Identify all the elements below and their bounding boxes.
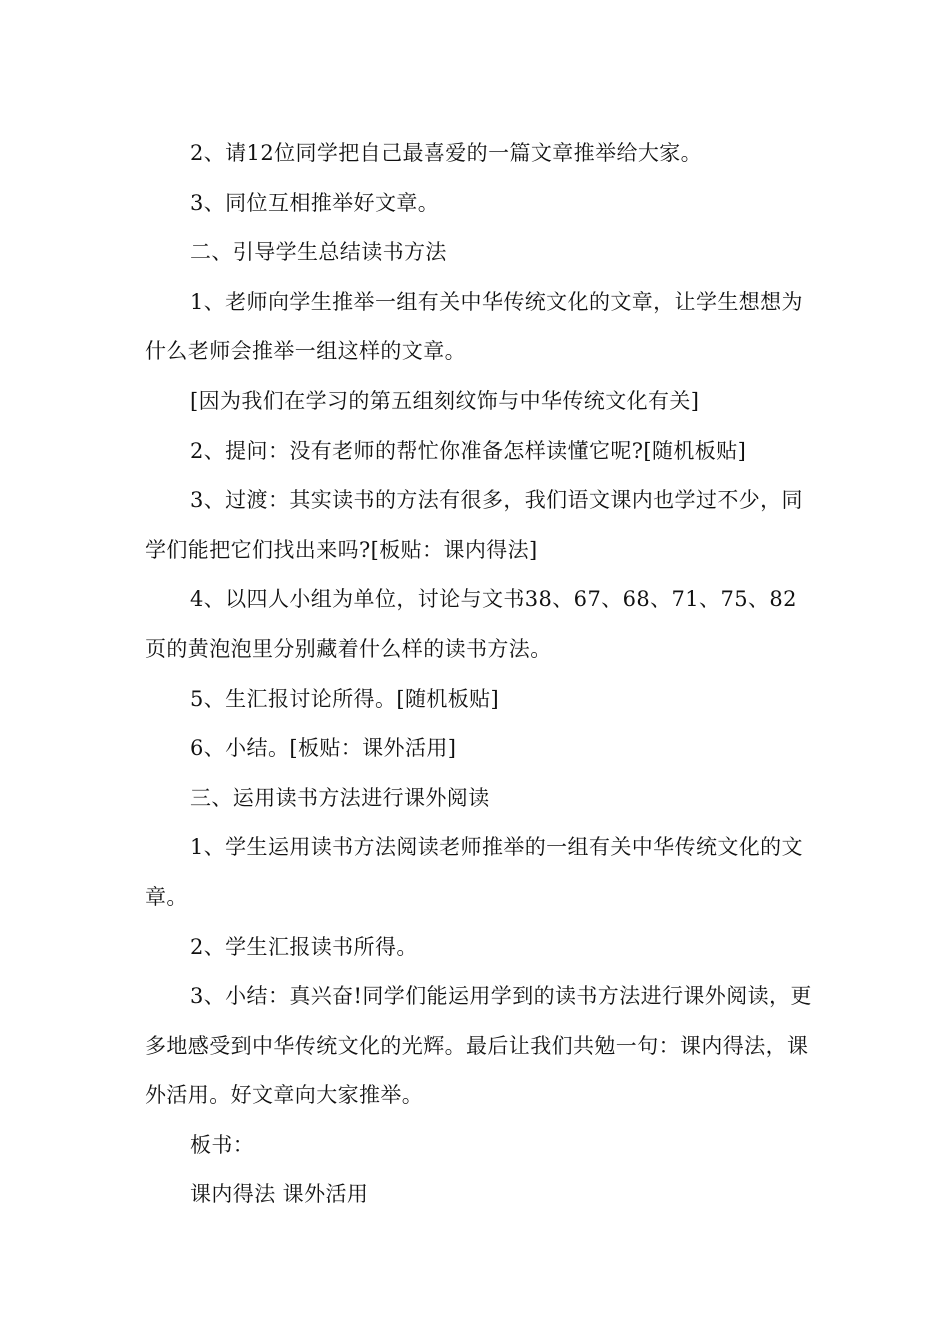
- paragraph-bracket-note: [因为我们在学习的第五组刻纹饰与中华传统文化有关]: [190, 388, 700, 413]
- paragraph-teacher-recommend: 1、老师向学生推举一组有关中华传统文化的文章，让学生想想为什么老师会推举一组这样的文章。: [145, 289, 803, 364]
- paragraph-report: 5、生汇报讨论所得。[随机板贴]: [190, 686, 500, 711]
- paragraph-apply-methods: 1、学生运用读书方法阅读老师推举的一组有关中华传统文化的文章。: [145, 835, 803, 909]
- paragraph-final-summary: 3、小结：真兴奋!同学们能运用学到的读书方法进行课外阅读，更多地感受到中华传统文化的光辉。最后让我们共勉一句：课内得法，课外活用。好文章向大家推举。: [145, 984, 812, 1108]
- document-body: [145, 129, 815, 1220]
- section-heading-reading-methods: 二、引导学生总结读书方法: [190, 240, 447, 265]
- paragraph-summary: 6、小结。[板贴：课外活用]: [190, 736, 457, 761]
- paragraph-blackboard-label: 板书：: [190, 1132, 255, 1157]
- paragraph-peer-recommend: 3、同位互相推举好文章。: [190, 190, 440, 215]
- paragraph-recommend-article: 2、请12位同学把自己最喜爱的一篇文章推举给大家。: [190, 141, 703, 165]
- paragraph-question: 2、提问：没有老师的帮忙你准备怎样读懂它呢?[随机板贴]: [190, 438, 747, 463]
- paragraph-transition: 3、过渡：其实读书的方法有很多，我们语文课内也学过不少，同学们能把它们找出来吗?[板贴：课内得法]: [145, 488, 803, 562]
- paragraph-blackboard-content: 课内得法 课外活用: [190, 1182, 369, 1207]
- section-heading-extracurricular: 三、运用读书方法进行课外阅读: [190, 785, 490, 810]
- paragraph-group-discussion: 4、以四人小组为单位，讨论与文书38、67、68、71、75、82页的黄泡泡里分别藏着什么样的读书方法。: [145, 587, 797, 661]
- paragraph-report-reading: 2、学生汇报读书所得。: [190, 934, 418, 959]
